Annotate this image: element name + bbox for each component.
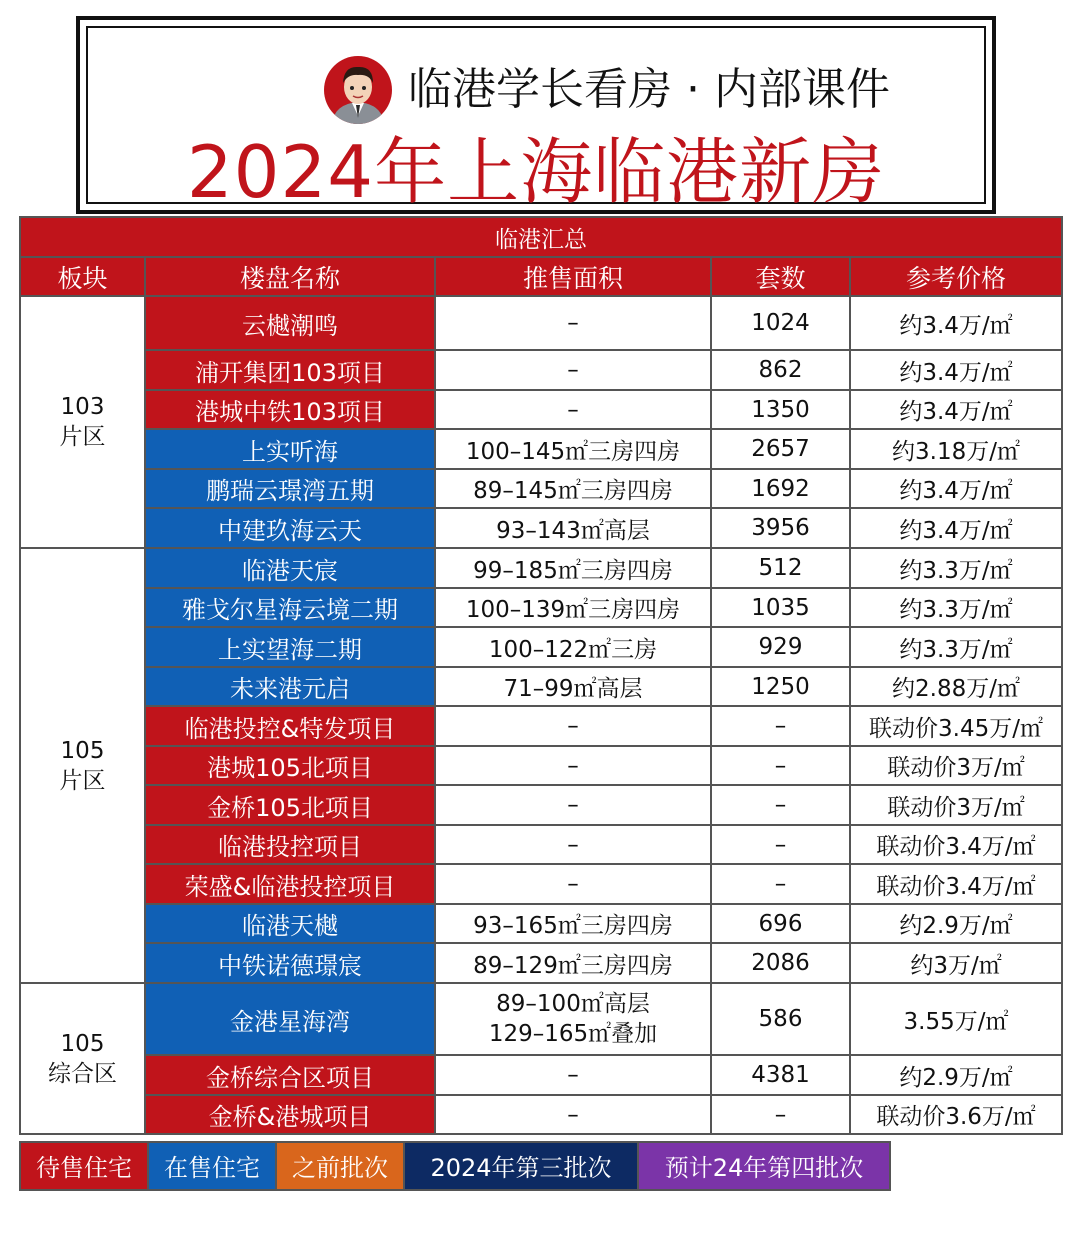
- price-cell: 约3.3万/㎡: [850, 588, 1062, 627]
- area-cell: –: [435, 390, 711, 429]
- project-name-cell: 中铁诺德璟宸: [145, 943, 435, 983]
- project-name-cell: 未来港元启: [145, 667, 435, 706]
- table-row: [20, 785, 1062, 825]
- area-cell: –: [435, 864, 711, 904]
- project-name-cell: 云樾潮鸣: [145, 296, 435, 350]
- price-cell: 约2.9万/㎡: [850, 1055, 1062, 1095]
- area-cell: 99–185㎡三房四房: [435, 548, 711, 588]
- project-name-cell: 荣盛&临港投控项目: [145, 864, 435, 904]
- units-cell: –: [711, 785, 850, 825]
- area-cell: –: [435, 296, 711, 350]
- zone-label-line: 105: [60, 1030, 105, 1057]
- price-cell: 联动价3.4万/㎡: [850, 825, 1062, 864]
- table-row: [20, 548, 1062, 588]
- table-row: [20, 667, 1062, 706]
- units-cell: 696: [711, 904, 850, 943]
- project-name-cell: 中建玖海云天: [145, 508, 435, 548]
- area-line: 89–100㎡高层: [496, 991, 650, 1017]
- area-cell: [435, 983, 711, 1055]
- table-row: [20, 983, 1062, 1055]
- units-cell: 862: [711, 350, 850, 390]
- price-cell: 约3.4万/㎡: [850, 350, 1062, 390]
- price-cell: 约3万/㎡: [850, 943, 1062, 983]
- units-cell: 2086: [711, 943, 850, 983]
- table-caption: 临港汇总: [20, 217, 1062, 257]
- legend-item: 预计24年第四批次: [637, 1141, 891, 1191]
- units-cell: 2657: [711, 429, 850, 469]
- table-row: [20, 508, 1062, 548]
- table-row: [20, 1055, 1062, 1095]
- header-banner: [76, 16, 996, 214]
- units-cell: 1692: [711, 469, 850, 508]
- units-cell: 4381: [711, 1055, 850, 1095]
- price-cell: 联动价3万/㎡: [850, 746, 1062, 785]
- price-cell: 联动价3.6万/㎡: [850, 1095, 1062, 1134]
- units-cell: 3956: [711, 508, 850, 548]
- table-row: [20, 429, 1062, 469]
- project-name-cell: 雅戈尔星海云境二期: [145, 588, 435, 627]
- table-row: [20, 1095, 1062, 1134]
- zone-label-line: 105: [60, 737, 105, 764]
- units-cell: 1024: [711, 296, 850, 350]
- price-cell: 约3.3万/㎡: [850, 627, 1062, 667]
- price-cell: 约3.4万/㎡: [850, 469, 1062, 508]
- table-row: [20, 864, 1062, 904]
- price-cell: 约3.3万/㎡: [850, 548, 1062, 588]
- column-header: 套数: [711, 257, 850, 296]
- table-row: [20, 825, 1062, 864]
- table-row: [20, 588, 1062, 627]
- project-name-cell: 临港投控项目: [145, 825, 435, 864]
- units-cell: –: [711, 706, 850, 746]
- area-cell: –: [435, 825, 711, 864]
- column-header: 推售面积: [435, 257, 711, 296]
- project-name-cell: 金桥综合区项目: [145, 1055, 435, 1095]
- area-cell: –: [435, 1055, 711, 1095]
- table-row: [20, 706, 1062, 746]
- zone-label-line: 片区: [59, 767, 106, 794]
- units-cell: 1035: [711, 588, 850, 627]
- legend-item: 2024年第三批次: [403, 1141, 639, 1191]
- table-row: [20, 350, 1062, 390]
- legend-item: 之前批次: [275, 1141, 405, 1191]
- avatar-icon: [324, 56, 392, 124]
- column-header: 板块: [20, 257, 145, 296]
- color-legend: [19, 1141, 891, 1191]
- project-name-cell: 港城105北项目: [145, 746, 435, 785]
- column-header: 参考价格: [850, 257, 1062, 296]
- table-row: [20, 469, 1062, 508]
- table-header-row: [20, 257, 1062, 296]
- units-cell: 929: [711, 627, 850, 667]
- area-cell: 71–99㎡高层: [435, 667, 711, 706]
- page-title: 2024年上海临港新房: [186, 130, 886, 214]
- units-cell: –: [711, 864, 850, 904]
- zone-cell: [20, 983, 145, 1134]
- price-cell: 约3.4万/㎡: [850, 296, 1062, 350]
- project-name-cell: 港城中铁103项目: [145, 390, 435, 429]
- area-cell: 93–165㎡三房四房: [435, 904, 711, 943]
- project-name-cell: 浦开集团103项目: [145, 350, 435, 390]
- table-row: [20, 390, 1062, 429]
- price-cell: 约3.4万/㎡: [850, 508, 1062, 548]
- area-cell: 100–145㎡三房四房: [435, 429, 711, 469]
- project-name-cell: 临港天樾: [145, 904, 435, 943]
- units-cell: 1250: [711, 667, 850, 706]
- table-row: [20, 627, 1062, 667]
- header-subtitle: 临港学长看房 · 内部课件: [408, 64, 890, 115]
- legend-item: 在售住宅: [147, 1141, 277, 1191]
- area-cell: –: [435, 350, 711, 390]
- zone-label-line: 综合区: [48, 1060, 117, 1087]
- price-cell: 约2.88万/㎡: [850, 667, 1062, 706]
- zone-label-line: 103: [60, 394, 105, 420]
- price-cell: 约3.4万/㎡: [850, 390, 1062, 429]
- table-row: [20, 943, 1062, 983]
- area-line: 129–165㎡叠加: [488, 1021, 658, 1047]
- area-cell: –: [435, 785, 711, 825]
- project-name-cell: 金桥&港城项目: [145, 1095, 435, 1134]
- zone-cell: [20, 296, 145, 548]
- units-cell: –: [711, 825, 850, 864]
- units-cell: –: [711, 1095, 850, 1134]
- price-cell: 约2.9万/㎡: [850, 904, 1062, 943]
- zone-cell: [20, 548, 145, 983]
- units-cell: –: [711, 746, 850, 785]
- table-row: [20, 904, 1062, 943]
- table-row: [20, 746, 1062, 785]
- column-header: 楼盘名称: [145, 257, 435, 296]
- area-cell: 89–129㎡三房四房: [435, 943, 711, 983]
- units-cell: 1350: [711, 390, 850, 429]
- area-cell: 93–143㎡高层: [435, 508, 711, 548]
- project-name-cell: 鹏瑞云璟湾五期: [145, 469, 435, 508]
- area-cell: –: [435, 1095, 711, 1134]
- summary-table: [19, 216, 1063, 1135]
- project-name-cell: 金港星海湾: [145, 983, 435, 1055]
- table-caption-row: [20, 217, 1062, 257]
- area-cell: 100–122㎡三房: [435, 627, 711, 667]
- project-name-cell: 上实望海二期: [145, 627, 435, 667]
- units-cell: 586: [711, 983, 850, 1055]
- price-cell: 联动价3万/㎡: [850, 785, 1062, 825]
- table-row: [20, 296, 1062, 350]
- project-name-cell: 临港投控&特发项目: [145, 706, 435, 746]
- price-cell: 联动价3.4万/㎡: [850, 864, 1062, 904]
- price-cell: 约3.18万/㎡: [850, 429, 1062, 469]
- units-cell: 512: [711, 548, 850, 588]
- area-cell: 89–145㎡三房四房: [435, 469, 711, 508]
- project-name-cell: 金桥105北项目: [145, 785, 435, 825]
- project-name-cell: 上实听海: [145, 429, 435, 469]
- price-cell: 联动价3.45万/㎡: [850, 706, 1062, 746]
- area-cell: –: [435, 706, 711, 746]
- area-cell: –: [435, 746, 711, 785]
- area-cell: 100–139㎡三房四房: [435, 588, 711, 627]
- project-name-cell: 临港天宸: [145, 548, 435, 588]
- zone-label-line: 片区: [59, 424, 106, 450]
- legend-item: 待售住宅: [19, 1141, 149, 1191]
- price-cell: 3.55万/㎡: [850, 983, 1062, 1055]
